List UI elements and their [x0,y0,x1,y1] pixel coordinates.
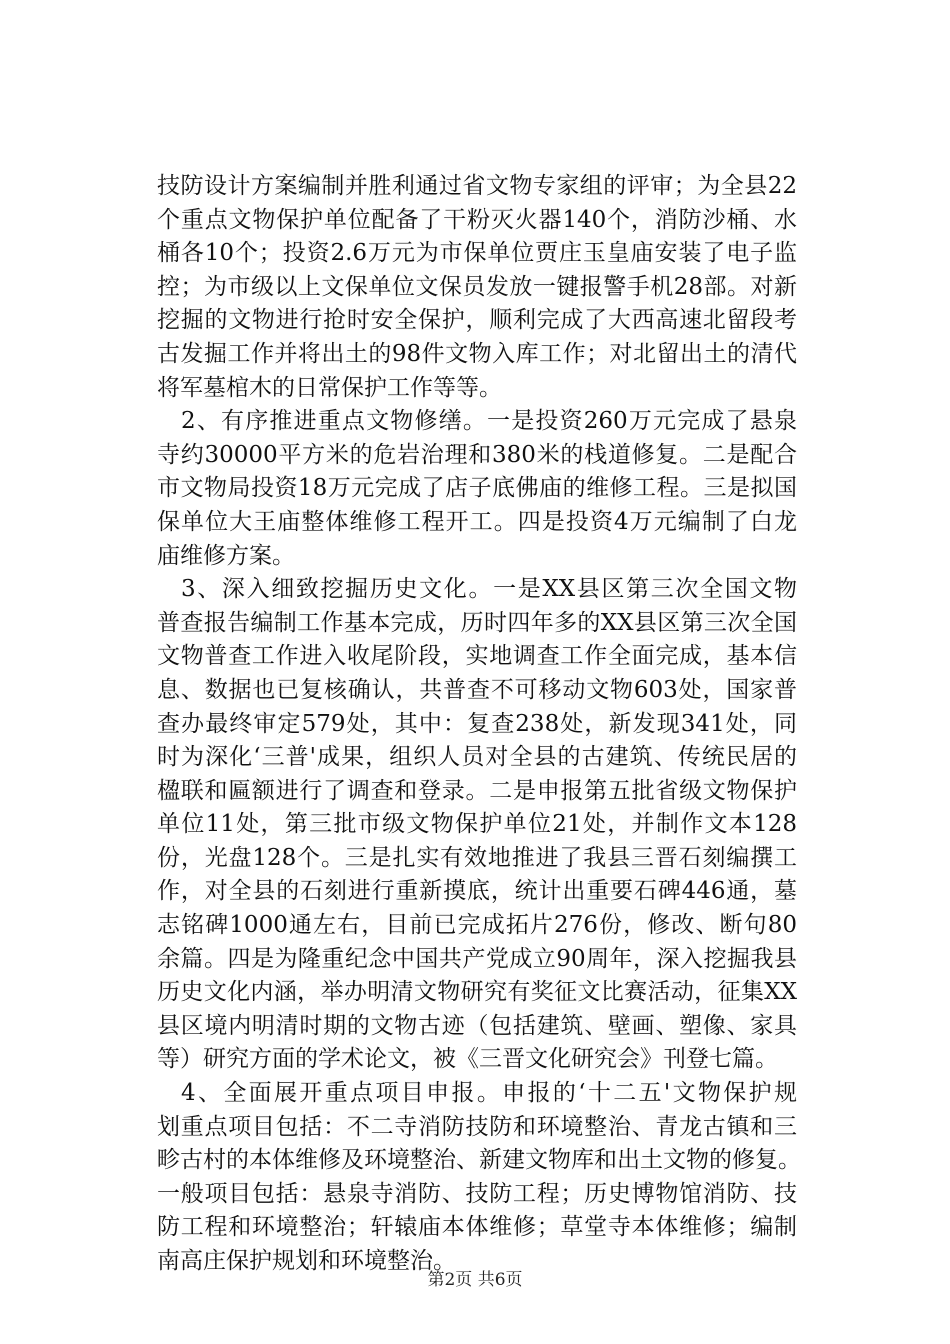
text-line: 南高庄保护规划和环境整治。 [157,1248,456,1274]
text-line: 一般项目包括：悬泉寺消防、技防工程；历史博物馆消防、技 [157,1180,797,1207]
text-line: 古发掘工作并将出土的98件文物入库工作；对北留出土的清代 [157,340,797,367]
text-line: 份，光盘128个。三是扎实有效地推进了我县三晋石刻编撰工 [157,844,797,871]
text-line: 普查报告编制工作基本完成，历时四年多的XX县区第三次全国 [157,609,797,636]
text-line: 挖掘的文物进行抢时安全保护，顺利完成了大西高速北留段考 [157,307,797,334]
text-line: 庙维修方案。 [157,542,295,569]
text-line: 市文物局投资18万元完成了店子底佛庙的维修工程。三是拟国 [157,475,797,502]
text-line: 控；为市级以上文保单位文保员发放一键报警手机28部。对新 [157,273,797,300]
text-line: 余篇。四是为隆重纪念中国共产党成立90周年，深入挖掘我县 [157,945,797,972]
text-line: 历史文化内涵，举办明清文物研究有奖征文比赛活动，征集XX [157,979,797,1006]
page-number: 第2页 共6页 [427,1270,523,1290]
page-footer [0,1268,950,1292]
document-body [157,170,801,1279]
text-line: 息、数据也已复核确认，共普查不可移动文物603处，国家普 [157,676,797,703]
text-line: 防工程和环境整治；轩辕庙本体维修；草堂寺本体维修；编制 [157,1214,797,1241]
text-line: 保单位大王庙整体维修工程开工。四是投资4万元编制了白龙 [157,508,797,535]
text-line: 县区境内明清时期的文物古迹（包括建筑、壁画、塑像、家具 [157,1012,797,1039]
text-line: 等）研究方面的学术论文，被《三晋文化研究会》刊登七篇。 [157,1046,778,1073]
text-line: 文物普查工作进入收尾阶段，实地调查工作全面完成，基本信 [157,643,797,670]
text-line: 志铭碑1000通左右，目前已完成拓片276份，修改、断句80 [157,912,797,939]
text-line: 作，对全县的石刻进行重新摸底，统计出重要石碑446通，墓 [157,878,797,905]
text-line: 寺约30000平方米的危岩治理和380米的栈道修复。二是配合 [157,441,797,468]
text-line: 时为深化‘三普'成果，组织人员对全县的古建筑、传统民居的 [157,744,797,771]
text-line: 个重点文物保护单位配备了干粉灭火器140个，消防沙桶、水 [157,206,797,233]
text-line: 桶各10个；投资2.6万元为市保单位贾庄玉皇庙安装了电子监 [157,240,797,267]
text-line: 查办最终审定579处，其中：复查238处，新发现341处，同 [157,710,797,737]
paragraph-heading-line: 4、全面展开重点项目申报。申报的‘十二五'文物保护规 [181,1080,797,1107]
text-line: 楹联和匾额进行了调查和登录。二是申报第五批省级文物保护 [157,777,797,804]
text-line: 畛古村的本体维修及环境整治、新建文物库和出土文物的修复。 [157,1147,801,1174]
paragraph-heading-line: 2、有序推进重点文物修缮。一是投资260万元完成了悬泉 [181,408,797,435]
text-line: 技防设计方案编制并胜利通过省文物专家组的评审；为全县22 [157,173,797,199]
paragraph-heading-line: 3、深入细致挖掘历史文化。一是XX县区第三次全国文物 [181,576,797,603]
text-line: 将军墓棺木的日常保护工作等等。 [157,374,502,401]
text-line: 单位11处，第三批市级文物保护单位21处，并制作文本128 [157,811,797,838]
text-line: 划重点项目包括：不二寺消防技防和环境整治、青龙古镇和三 [157,1113,797,1140]
